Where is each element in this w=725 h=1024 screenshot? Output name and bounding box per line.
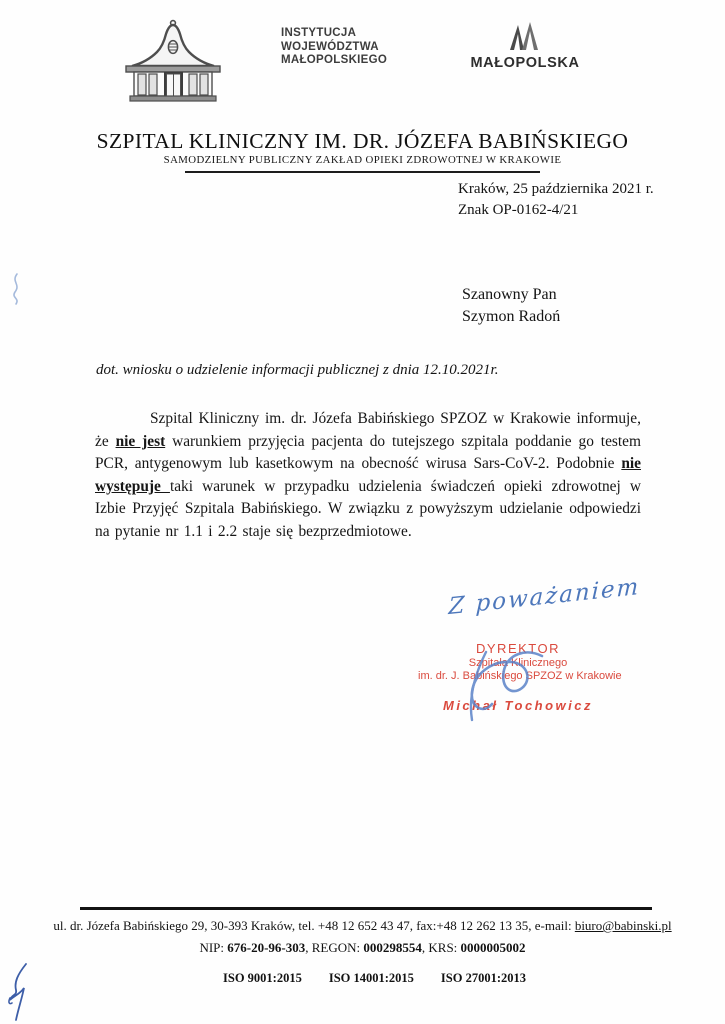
body-segment-3: taki warunek w przypadku udzielenia świadczeń opieki zdrowotnej w Izbie Przyjęć Szpitala Babińskiego. W związku z powyższym udzielanie odpowiedzi na pytanie nr 1.1 i 2.2 staje się bezprzedmiotowe. — [95, 477, 641, 540]
stamp-director-name: Michał Tochowicz — [442, 698, 594, 713]
institution-line-1: INSTYTUCJA — [281, 27, 357, 39]
hospital-subtitle: SAMODZIELNY PUBLICZNY ZAKŁAD OPIEKI ZDROWOTNEJ W KRAKOWIE — [163, 154, 562, 166]
place-date: Kraków, 25 października 2021 r. — [458, 181, 654, 197]
email-link[interactable]: biuro@babinski.pl — [574, 918, 672, 933]
iso-cert-14001: ISO 14001:2015 — [328, 971, 414, 985]
letter-meta — [458, 179, 654, 221]
malopolska-label: MAŁOPOLSKA — [470, 55, 580, 71]
hospital-title: SZPITAL KLINICZNY IM. DR. JÓZEFA BABIŃSKIEGO — [96, 129, 629, 153]
addressee-name: Szymon Radoń — [462, 308, 561, 325]
krs-value: 0000005002 — [460, 940, 526, 955]
stamp-line-2: Szpitala Klinicznego — [468, 657, 568, 669]
nip-value: 676-20-96-303 — [227, 940, 306, 955]
institution-line-3: MAŁOPOLSKIEGO — [281, 54, 388, 66]
iso-cert-27001: ISO 27001:2013 — [440, 971, 526, 985]
reference-number: Znak OP-0162-4/21 — [458, 202, 579, 218]
body-segment-1: Szpital Kliniczny im. dr. Józefa Babińskiego SPZOZ w Krakowie informuje, że — [95, 410, 641, 450]
footer-registry-line — [0, 940, 725, 956]
addressee-salutation: Szanowny Pan — [462, 286, 557, 303]
stamp-title: DYREKTOR — [476, 641, 560, 656]
krs-label: , KRS: — [421, 940, 461, 955]
handwritten-signature-scribble — [446, 646, 576, 724]
addressee-block — [462, 284, 560, 328]
body-segment-2: warunkiem przyjęcia pacjenta do tutejszego szpitala poddanie go testem PCR, antygenowym lub kasetkowym na obecność wirusa Sars-CoV-2. Podobnie — [95, 432, 641, 473]
body-emphasis-2: nie występuje — [95, 455, 641, 495]
body-emphasis-1: nie jest — [115, 432, 166, 450]
regon-label: , REGON: — [305, 940, 364, 955]
stamp-line-3: im. dr. J. Babińskiego SPZOZ w Krakowie — [418, 670, 622, 682]
malopolska-mountains-icon — [507, 20, 543, 52]
institution-caption — [281, 27, 387, 68]
pen-mark-bottom-left — [4, 960, 38, 1022]
iso-certifications — [223, 971, 526, 986]
malopolska-logo — [455, 20, 595, 71]
footer-divider — [80, 907, 652, 910]
iso-cert-9001: ISO 9001:2015 — [223, 971, 302, 985]
regon-value: 000298554 — [363, 940, 422, 955]
pen-mark-left-margin — [7, 272, 27, 306]
footer-address: ul. dr. Józefa Babińskiego 29, 30-393 Kraków, tel. +48 12 652 43 47, fax:+48 12 262 13 35, e-mail: — [53, 918, 575, 933]
footer-address-line — [0, 918, 725, 934]
hospital-pavilion-icon — [120, 17, 226, 103]
handwritten-closing: Z poważaniem — [448, 573, 641, 621]
body-paragraph — [95, 408, 641, 544]
institution-line-2: WOJEWÓDZTWA — [281, 40, 379, 53]
letterhead-divider — [185, 171, 540, 173]
subject-line: dot. wniosku o udzielenie informacji publicznej z dnia 12.10.2021r. — [96, 362, 499, 378]
nip-label: NIP: — [199, 940, 228, 955]
